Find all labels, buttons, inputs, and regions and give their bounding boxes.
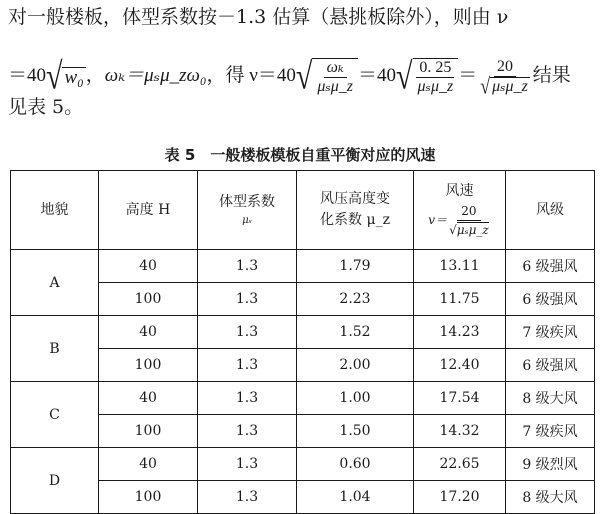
header-shape-line2: μₛ [242, 215, 252, 226]
header-shape-coefficient [198, 171, 297, 250]
table-row [11, 316, 595, 349]
header-pressure-line1: 风压高度变 [320, 191, 390, 207]
table-header-row [11, 171, 595, 250]
header-speed-prefix: v＝ [428, 213, 448, 227]
table-row [11, 448, 595, 481]
formula-text: ＝ [458, 64, 478, 86]
cell-pressure-coefficient: 1.00 [297, 382, 414, 415]
cell-wind-speed: 17.54 [414, 382, 506, 415]
wk-equation: ωₖ＝μₛμ_zω₀ [104, 64, 207, 86]
table-row [11, 349, 595, 382]
cell-pressure-coefficient: 0.60 [297, 448, 414, 481]
table-row [11, 250, 595, 283]
fraction-denominator: μₛμ_z [317, 77, 354, 95]
table-caption: 表 5 一般楼板模板自重平衡对应的风速 [164, 146, 436, 164]
cell-height: 40 [99, 316, 198, 349]
fraction-numerator: 20 [494, 58, 516, 77]
cell-wind-level: 9 级烈风 [506, 448, 595, 481]
table-row [11, 283, 595, 316]
wind-speed-table [10, 170, 595, 514]
cell-shape-coefficient: 1.3 [198, 316, 297, 349]
cell-wind-speed: 14.32 [414, 415, 506, 448]
cell-height: 40 [99, 382, 198, 415]
table-row [11, 481, 595, 514]
cell-wind-level: 7 级疾风 [506, 316, 595, 349]
cell-pressure-coefficient: 1.52 [297, 316, 414, 349]
header-wind-speed: 风速 v＝ $\frac{20}{\text{√μₛμ\_z}}$ [414, 171, 506, 250]
cell-terrain: C [11, 382, 99, 448]
cell-height: 100 [99, 283, 198, 316]
cell-height: 100 [99, 349, 198, 382]
header-speed-denominator: μₛμ_z [456, 223, 489, 237]
fraction-numerator: ωₖ [324, 59, 347, 78]
cell-shape-coefficient: 1.3 [198, 349, 297, 382]
cell-wind-speed: 14.23 [414, 316, 506, 349]
fraction-3: 20 √ μₛμ_z [480, 58, 528, 99]
cell-pressure-coefficient: 1.79 [297, 250, 414, 283]
table-row [11, 382, 595, 415]
header-pressure-line2: 化系数 μ_z [320, 212, 390, 228]
formula-text: ＝40 [8, 64, 47, 86]
cell-wind-level: 8 级大风 [506, 481, 595, 514]
paragraph-text: 见表 5。 [8, 96, 84, 118]
cell-pressure-coefficient: 1.04 [297, 481, 414, 514]
header-wind-level: 风级 [506, 171, 595, 250]
cell-terrain: B [11, 316, 99, 382]
sqrt-fraction-1: √ $\frac{\text{ωₖ}}{\text{μₛμ\_z}}$ [296, 58, 358, 95]
cell-terrain: D [11, 448, 99, 514]
cell-shape-coefficient: 1.3 [198, 481, 297, 514]
cell-height: 100 [99, 415, 198, 448]
header-speed-numerator: 20 [457, 202, 480, 221]
formula-text: ， [85, 64, 105, 86]
cell-height: 100 [99, 481, 198, 514]
cell-wind-level: 6 级强风 [506, 250, 595, 283]
table-body [11, 250, 595, 514]
cell-wind-speed: 12.40 [414, 349, 506, 382]
formula-text: ，得 ν＝40 [206, 64, 296, 86]
cell-wind-level: 6 级强风 [506, 349, 595, 382]
formula-line [8, 55, 571, 99]
cell-pressure-coefficient: 2.23 [297, 283, 414, 316]
cell-terrain: A [11, 250, 99, 316]
cell-pressure-coefficient: 2.00 [297, 349, 414, 382]
cell-wind-speed: 22.65 [414, 448, 506, 481]
cell-wind-level: 7 级疾风 [506, 415, 595, 448]
header-speed-line1: 风速 [445, 183, 474, 199]
w0-symbol: w₀ [64, 66, 84, 88]
formula-text: ＝40 [358, 64, 397, 86]
sqrt-fraction-2: √ $\frac{0. 25}{\text{μₛμ\_z}}$ [396, 58, 458, 95]
cell-wind-speed: 13.11 [414, 250, 506, 283]
cell-wind-speed: 11.75 [414, 283, 506, 316]
header-terrain: 地貌 [11, 171, 99, 250]
sqrt-w0: √ w₀ [46, 55, 84, 97]
paragraph-line-3 [8, 98, 83, 117]
cell-wind-speed: 17.20 [414, 481, 506, 514]
cell-height: 40 [99, 448, 198, 481]
header-pressure-coefficient [297, 171, 414, 250]
table-row [11, 415, 595, 448]
cell-pressure-coefficient: 1.50 [297, 415, 414, 448]
cell-shape-coefficient: 1.3 [198, 448, 297, 481]
cell-wind-level: 6 级强风 [506, 283, 595, 316]
header-shape-line1: 体型系数 [219, 194, 275, 210]
cell-shape-coefficient: 1.3 [198, 250, 297, 283]
header-height: 高度 H [99, 171, 198, 250]
cell-wind-level: 8 级大风 [506, 382, 595, 415]
cell-shape-coefficient: 1.3 [198, 283, 297, 316]
formula-text: 结果 [532, 64, 571, 86]
cell-shape-coefficient: 1.3 [198, 382, 297, 415]
cell-shape-coefficient: 1.3 [198, 415, 297, 448]
fraction-denominator: μₛμ_z [492, 77, 528, 95]
paragraph-line-1 [8, 8, 508, 27]
cell-height: 40 [99, 250, 198, 283]
fraction-denominator: μₛμ_z [417, 77, 454, 95]
paragraph-text: 对一般楼板，体型系数按－1.3 估算（悬挑板除外），则由 ν [8, 6, 509, 28]
fraction-numerator: 0. 25 [416, 59, 454, 78]
